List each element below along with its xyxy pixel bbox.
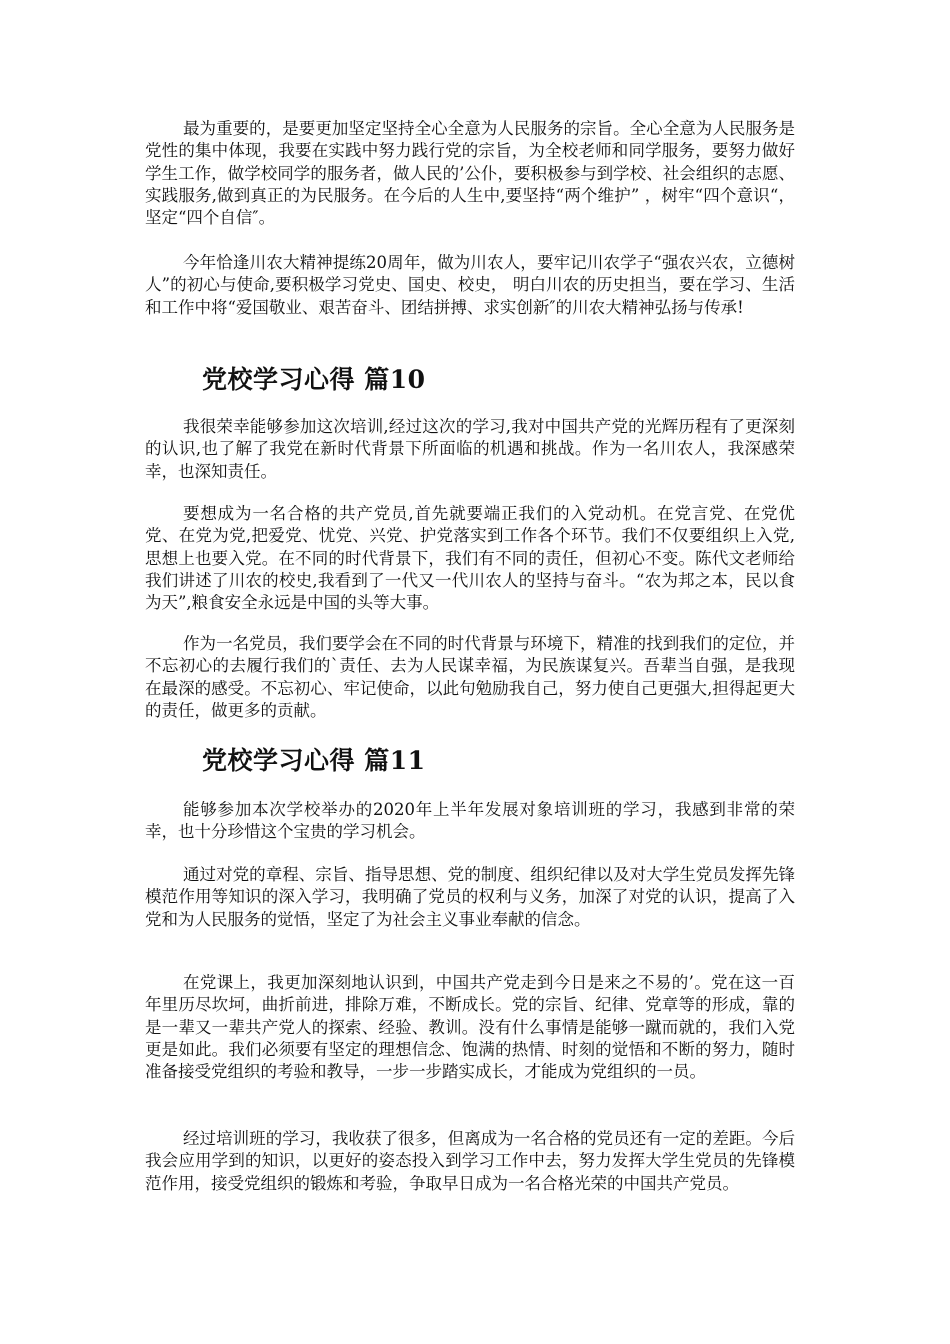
paragraph-party-study: 通过对党的章程、宗旨、指导思想、党的制度、组织纪律以及对大学生党员发挥先锋模范作用等知识的深入学习，我明确了党员的权利与义务，加深了对党的认识，提高了入党和为人民服务的觉悟，坚定了为社会主义事业奉献的信念。 (145, 865, 795, 929)
paragraph-training-class: 能够参加本次学校举办的2020年上半年发展对象培训班的学习，我感到非常的荣幸，也十分珍惜这个宝贵的学习机会。 (145, 800, 795, 842)
paragraph-member-role: 作为一名党员，我们要学会在不同的时代背景与环境下，精准的找到我们的定位，并不忘初心的去履行我们的`责任、去为人民谋幸福，为民族谋复兴。吾辈当自强，是我现在最深的感受。不忘初心、牢记使命，以此句勉励我自己，努力使自己更强大,担得起更大的责任，做更多的贡献。 (145, 634, 795, 720)
paragraph-training-honor: 我很荣幸能够参加这次培训,经过这次的学习,我对中国共产党的光辉历程有了更深刻的认识,也了解了我党在新时代背景下所面临的机遇和挑战。作为一名川农人，我深感荣幸，也深知责任。 (145, 417, 795, 481)
section-heading-11: 党校学习心得 篇11 (202, 746, 426, 775)
paragraph-party-history: 在党课上，我更加深刻地认识到，中国共产党走到今日是来之不易的’。党在这一百年里历尽坎坷，曲折前进，排除万难，不断成长。党的宗旨、纪律、党章等的形成，靠的是一辈又一辈共产党人的探索、经验、教训。没有什么事情是能够一蹴而就的，我们入党更是如此。我们必须要有坚定的理想信念、饱满的热情、时刻的觉悟和不断的努力，随时准备接受党组织的考验和教导，一步一步踏实成长，才能成为党组织的一员。 (145, 973, 795, 1082)
paragraph-future-goal: 经过培训班的学习，我收获了很多，但离成为一名合格的党员还有一定的差距。今后我会应用学到的知识，以更好的姿态投入到学习工作中去，努力发挥大学生党员的先锋模范作用，接受党组织的锻炼和考验，争取早日成为一名合格光荣的中国共产党员。 (145, 1129, 795, 1193)
paragraph-service-purpose: 最为重要的，是要更加坚定坚持全心全意为人民服务的宗旨。全心全意为人民服务是党性的集中体现，我要在实践中努力践行党的宗旨，为全校老师和同学服务，要努力做好学生工作，做学校同学的服务者，做人民的’公仆，要积极参与到学校、社会组织的志愿、实践服务,做到真正的为民服务。在今后的人生中,要坚持“两个维护” ，树牢“四个意识“，坚定“四个自信″。 (145, 119, 795, 228)
paragraph-sicau-spirit: 今年恰逢川农大精神提练20周年，做为川农人，要牢记川农学子“强农兴农，立德树人”的初心与使命,要积极学习党史、国史、校史， 明白川农的历史担当，要在学习、生活和工作中将“爱国敬业、艰苦奋斗、团结拼搏、求实创新″的川农大精神弘扬与传承! (145, 253, 795, 317)
paragraph-party-motive: 要想成为一名合格的共产党员,首先就要端正我们的入党动机。在党言党、在党优党、在党为党,把爱党、忧党、兴党、护党落实到工作各个环节。我们不仅要组织上入党,思想上也要入党。在不同的时代背景下，我们有不同的责任，但初心不变。陈代文老师给我们讲述了川农的校史,我看到了一代又一代川农人的坚持与奋斗。“农为邦之本，民以食为天”,粮食安全永远是中国的头等大事。 (145, 504, 795, 613)
section-heading-10: 党校学习心得 篇10 (202, 365, 426, 394)
